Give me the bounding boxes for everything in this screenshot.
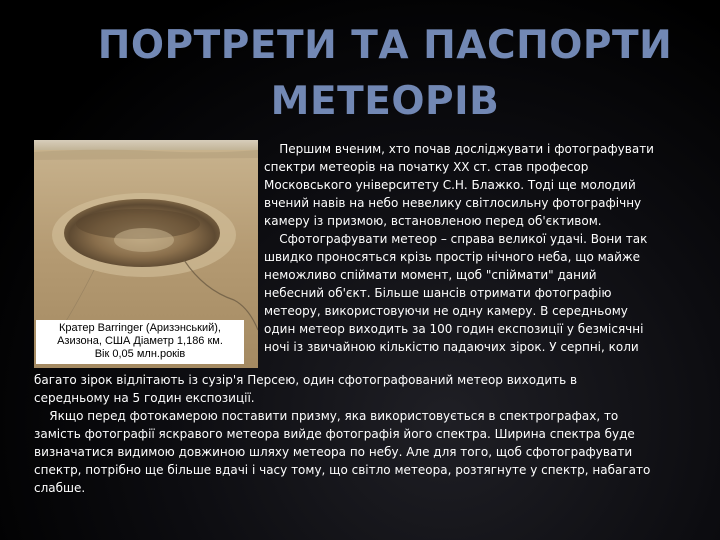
text-line: один метеор виходить за 100 годин експозиції у безмісячні	[264, 322, 644, 336]
text-line: камеру із призмою, встановленою перед об'єктивом.	[264, 214, 602, 228]
caption-line-3: Вік 0,05 млн.років	[94, 348, 186, 360]
text-line: Московського університету С.Н. Блажко. Тоді ще молодий	[264, 178, 636, 192]
text-line: визначатися видимою довжиною шляху метеора по небу. Але для того, щоб сфотографувати	[34, 445, 633, 459]
text-line: небесний об'єкт. Більше шансів отримати фотографію	[264, 286, 612, 300]
text-line: Першим вченим, хто почав досліджувати і фотографувати	[264, 142, 654, 156]
text-line: замість фотографії яскравого метеора вийде фотографія його спектра. Ширина спектра буде	[34, 427, 635, 441]
text-line: спектр, потрібно ще більше вдачі і часу тому, що світло метеора, розтягнуте у спектр, набагато	[34, 463, 651, 477]
text-line: неможливо спіймати момент, щоб "спіймати" даний	[264, 268, 597, 282]
full-width-paragraph	[34, 371, 650, 497]
text-line: вчений навів на небо невелику світлосильну фотографічну	[264, 196, 642, 210]
caption-line-2: Азизона, США Діаметр 1,186 км.	[57, 335, 223, 347]
text-line: багато зірок відлітають із сузір'я Персею, один сфотографований метеор виходить в	[34, 373, 578, 387]
text-line: спектри метеорів на початку XX ст. став професор	[264, 160, 589, 174]
text-line: Якщо перед фотокамерою поставити призму, яка використовується в спектрографах, то	[34, 409, 619, 423]
text-line: ночі із звичайною кількістю падаючих зірок. У серпні, коли	[264, 340, 639, 354]
text-line: метеору, використовуючи не одну камеру. В середньому	[264, 304, 628, 318]
text-line: слабше.	[34, 481, 86, 495]
slide-title	[60, 18, 710, 130]
text-line: швидко проносяться крізь простір нічного неба, що майже	[264, 250, 641, 264]
title-line-1: ПОРТРЕТИ ТА ПАСПОРТИ	[97, 23, 673, 68]
caption-line-1: Кратер Barringer (Аризэнський),	[59, 322, 221, 334]
photo-caption	[36, 320, 244, 364]
side-paragraph	[264, 140, 654, 356]
title-line-2: МЕТЕОРІВ	[270, 79, 500, 124]
text-line: Сфотографувати метеор – справа великої удачі. Вони так	[264, 232, 648, 246]
text-line: середньому на 5 годин експозиції.	[34, 391, 255, 405]
